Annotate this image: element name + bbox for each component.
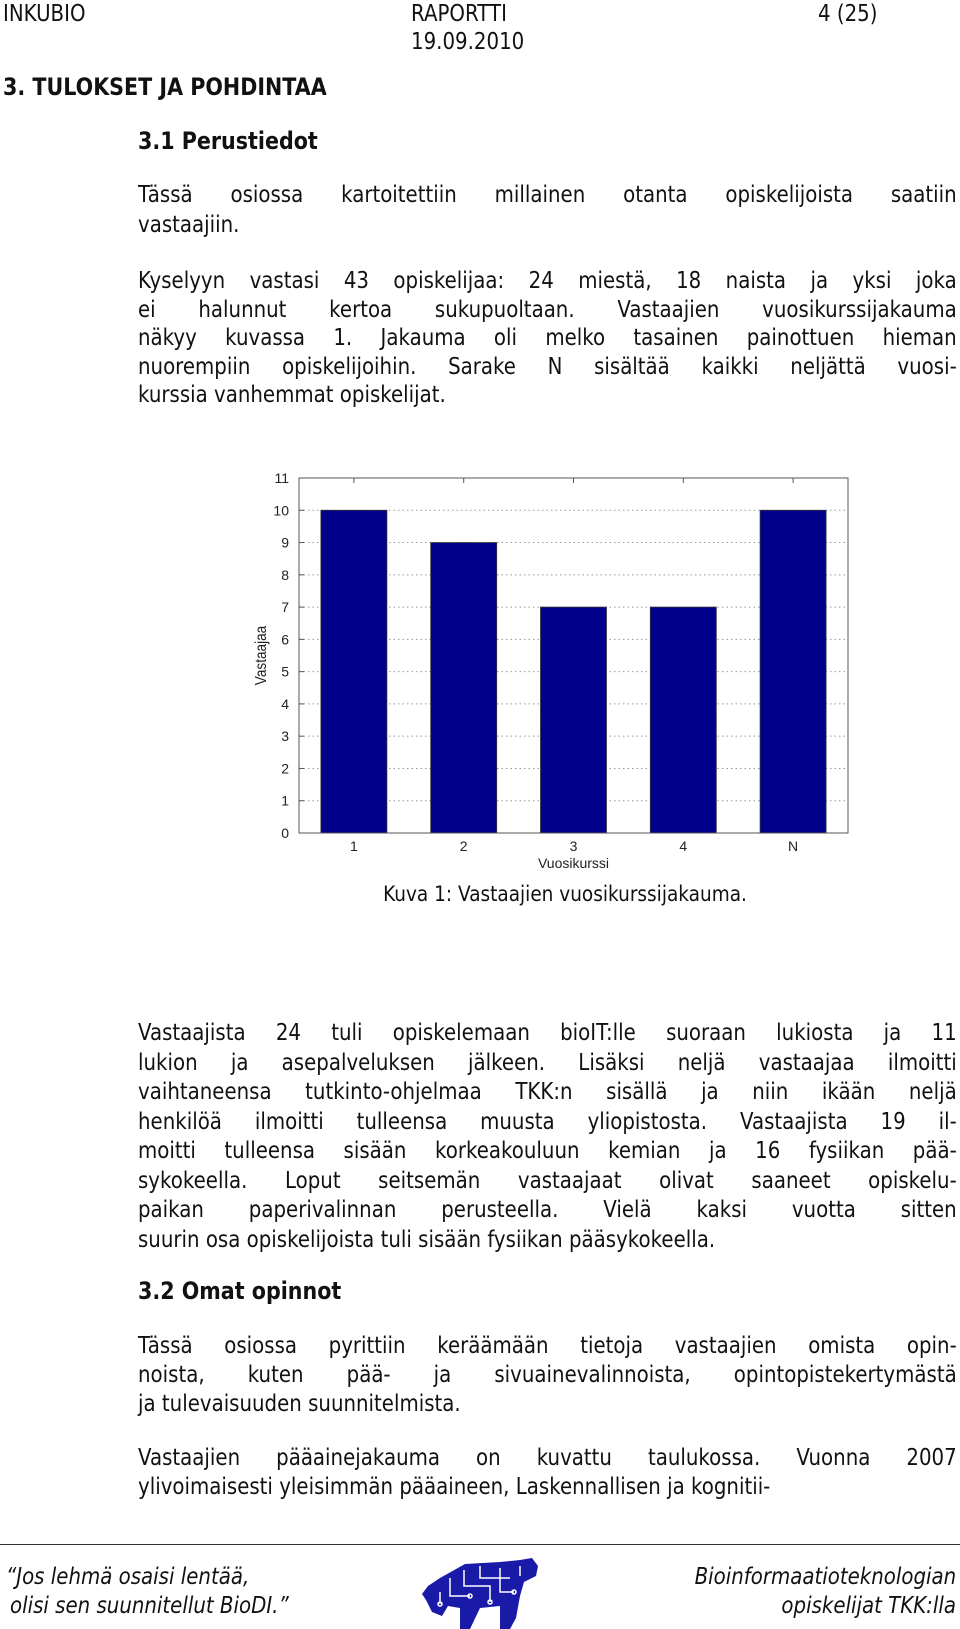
header-page-number: 4 (25) (818, 1, 878, 27)
paragraph-line: vaihtaneensa tutkinto-ohjelmaa TKK:n sisällä ja niin ikään neljä (138, 1079, 957, 1105)
header-date: 19.09.2010 (411, 29, 525, 55)
figure-caption: Kuva 1: Vastaajien vuosikurssijakauma. (383, 882, 747, 906)
paragraph-line: Kyselyyn vastasi 43 opiskelijaa: 24 miestä, 18 naista ja yksi joka (138, 268, 957, 294)
y-tick-label: 4 (281, 695, 289, 712)
paragraph-line: lukion ja asepalveluksen jälkeen. Lisäksi neljä vastaajaa ilmoitti (138, 1049, 957, 1076)
x-tick-label: 4 (679, 838, 688, 854)
footer-right-line-2: opiskelijat TKK:lla (781, 1593, 956, 1619)
paragraph-line: vastaajiin. (138, 212, 240, 238)
subsection-title-1: 3.1 Perustiedot (138, 127, 318, 155)
paragraph-line: ja tulevaisuuden suunnitelmista. (138, 1391, 461, 1417)
y-axis-label: Vastaajaa (253, 625, 271, 686)
x-tick-label: 1 (350, 838, 358, 854)
paragraph-line: Vastaajien pääainejakauma on kuvattu taulukossa. Vuonna 2007 (138, 1445, 957, 1471)
paragraph-line: ei halunnut kertoa sukupuoltaan. Vastaajien vuosikurssijakauma (138, 296, 957, 323)
x-tick-label: 3 (569, 838, 578, 854)
x-tick-label: N (788, 838, 799, 854)
header-org: INKUBIO (3, 1, 86, 27)
bar-1 (321, 510, 387, 833)
y-tick-label: 3 (281, 728, 289, 745)
paragraph-line: moitti tulleensa sisään korkeakouluun kemian ja 16 fysiikan pää- (138, 1138, 957, 1164)
header-doc-type: RAPORTTI (411, 1, 507, 27)
bar-2 (431, 543, 497, 833)
section-title: 3. TULOKSET JA POHDINTAA (3, 73, 327, 101)
paragraph-line: suurin osa opiskelijoista tuli sisään fysiikan pääsykokeella. (138, 1226, 716, 1253)
paragraph-line: Tässä osiossa kartoitettiin millainen otanta opiskelijoista saatiin (138, 182, 957, 208)
paragraph-line: paikan paperivalinnan perusteella. Vielä kaksi vuotta sitten (138, 1197, 957, 1223)
subsection-title-2: 3.2 Omat opinnot (138, 1277, 342, 1305)
x-axis-label: Vuosikurssi (537, 855, 610, 871)
paragraph-line: sykokeella. Loput seitsemän vastaajaat olivat saaneet opiskelu- (138, 1167, 957, 1194)
y-tick-label: 5 (281, 663, 289, 680)
y-tick-label: 8 (281, 566, 289, 583)
y-tick-label: 2 (281, 760, 289, 777)
y-tick-label: 10 (273, 502, 289, 519)
paragraph-line: Tässä osiossa pyrittiin keräämään tietoja vastaajien omista opin- (138, 1333, 957, 1359)
paragraph-line: ylivoimaisesti yleisimmän pääaineen, Laskennallisen ja kognitii- (138, 1474, 771, 1500)
paragraph-line: noista, kuten pää- ja sivuainevalinnoista, opintopistekertymästä (138, 1362, 957, 1388)
bar-N (760, 510, 826, 833)
y-tick-label: 1 (281, 792, 289, 809)
paragraph-line: kurssia vanhemmat opiskelijat. (138, 382, 446, 409)
paragraph-line: Vastaajista 24 tuli opiskelemaan bioIT:lle suoraan lukiosta ja 11 (138, 1020, 957, 1046)
circuit-cow-logo-icon (420, 1556, 545, 1629)
y-tick-label: 7 (281, 599, 289, 616)
y-tick-label: 0 (281, 825, 289, 841)
paragraph-line: nuorempiin opiskelijoihin. Sarake N sisältää kaikki neljättä vuosi- (138, 353, 957, 380)
y-tick-label: 6 (281, 631, 289, 648)
bar-chart (0, 460, 960, 880)
footer-quote-line-2: olisi sen suunnitellut BioDI.” (10, 1593, 289, 1619)
bar-3 (541, 607, 607, 833)
y-tick-label: 11 (274, 470, 289, 486)
bar-4 (650, 607, 716, 833)
footer-right-line-1: Bioinformaatioteknologian (694, 1564, 956, 1590)
paragraph-line: näkyy kuvassa 1. Jakauma oli melko tasainen painottuen hieman (138, 325, 957, 352)
y-tick-label: 9 (281, 534, 289, 551)
footer-quote-line-1: “Jos lehmä osaisi lentää, (6, 1564, 250, 1590)
footer-divider (0, 1544, 960, 1545)
paragraph-line: henkilöä ilmoitti tulleensa muusta yliopistosta. Vastaajista 19 il- (138, 1108, 957, 1135)
x-tick-label: 2 (459, 838, 468, 854)
